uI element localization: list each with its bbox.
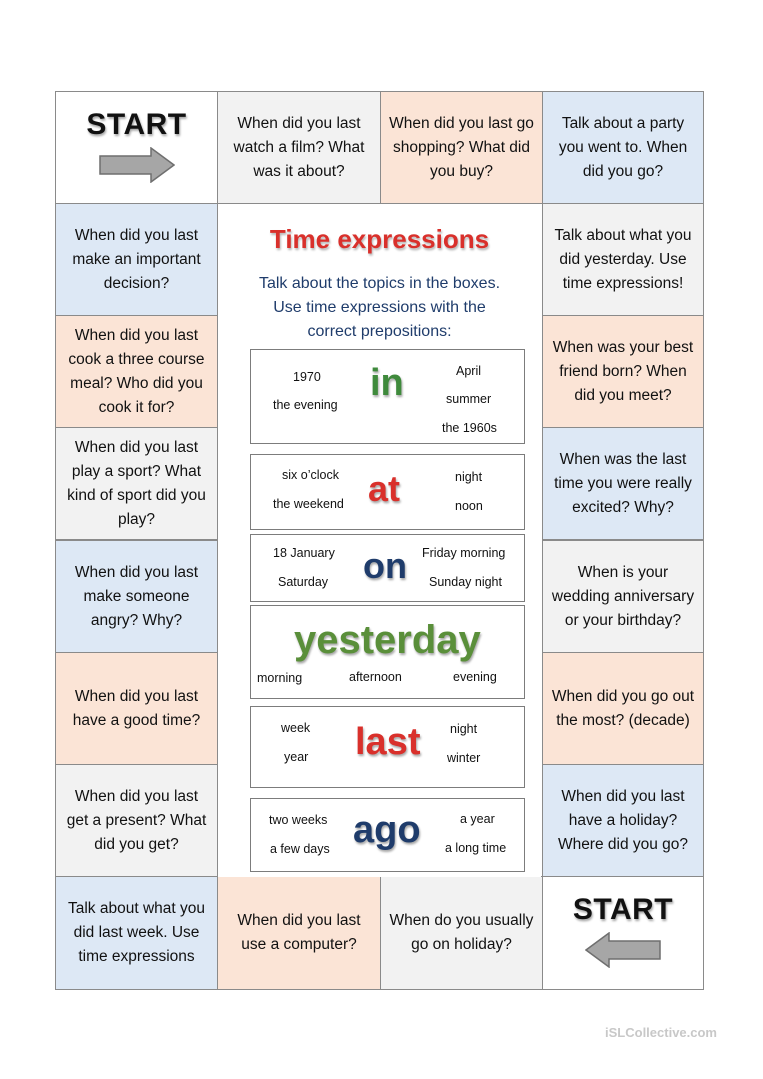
board-cell: Talk about what you did last week. Use time expressions (55, 876, 218, 990)
prep-box-yesterday (250, 605, 525, 699)
center-panel (218, 204, 541, 877)
example-text: 18 January (273, 546, 335, 560)
example-text: Saturday (278, 575, 329, 589)
board-cell: When did you last make an important decision? (55, 203, 218, 316)
game-board (55, 91, 704, 990)
board-cell: When did you go out the most? (decade) (542, 652, 704, 765)
board-cell: When is your wedding anniversary or your birthday? (542, 540, 704, 653)
example-text: a few days (270, 842, 330, 856)
example-text: Friday morning (422, 546, 506, 560)
board-cell: When did you last play a sport? What kind of sport did you play? (55, 427, 218, 540)
start-cell-bottom (542, 876, 704, 990)
start-label: START (86, 107, 187, 141)
prep-box-on (250, 534, 525, 602)
example-text: the evening (273, 398, 338, 412)
prep-box-last (250, 706, 525, 788)
example-text: six o’clock (282, 468, 339, 482)
instruction-line: Use time expressions with the (273, 299, 486, 316)
prep-box-at (250, 454, 525, 530)
board-cell: When was the last time you were really excited? Why? (542, 427, 704, 540)
board-cell: When did you last watch a film? What was it about? (217, 91, 381, 204)
example-text: year (284, 750, 309, 764)
panel-title: Time expressions (269, 224, 490, 254)
prep-box-in (250, 349, 525, 444)
example-text: evening (453, 670, 497, 684)
preposition-word: ago (353, 809, 421, 851)
preposition-word: at (368, 468, 401, 509)
instruction-line: Talk about the topics in the boxes. (258, 275, 501, 292)
preposition-word: last (355, 721, 421, 763)
example-text: night (450, 722, 478, 736)
board-cell: When was your best friend born? When did you meet? (542, 315, 704, 428)
example-text: the weekend (273, 497, 344, 511)
example-text: noon (455, 499, 483, 513)
arrow-left-icon (585, 932, 661, 968)
start-cell-top (55, 91, 218, 204)
example-text: the 1960s (442, 421, 497, 435)
board-cell: When do you usually go on holiday? (380, 876, 543, 990)
example-text: two weeks (269, 813, 328, 827)
arrow-right-icon (99, 147, 175, 183)
example-text: afternoon (349, 670, 402, 684)
example-text: Sunday night (429, 575, 502, 589)
start-label: START (572, 893, 674, 926)
board-cell: When did you last go shopping? What did you buy? (380, 91, 543, 204)
example-text: week (281, 721, 311, 735)
prep-box-ago (250, 798, 525, 872)
preposition-word: yesterday (294, 618, 481, 662)
board-cell: When did you last use a computer? (217, 876, 381, 990)
example-text: 1970 (293, 370, 321, 384)
board-cell: When did you last get a present? What did you get? (55, 764, 218, 877)
example-text: summer (446, 392, 492, 406)
panel-instructions (218, 272, 541, 344)
board-cell: When did you last have a holiday? Where did you go? (542, 764, 704, 877)
instruction-line: correct prepositions: (307, 323, 452, 340)
preposition-word: in (370, 362, 404, 404)
example-text: night (455, 470, 483, 484)
preposition-word: on (363, 545, 407, 586)
board-cell: Talk about a party you went to. When did you go? (542, 91, 704, 204)
example-text: April (456, 364, 482, 378)
watermark: iSLCollective.com (605, 1025, 717, 1040)
board-cell: When did you last cook a three course meal? Who did you cook it for? (55, 315, 218, 428)
example-text: morning (257, 671, 303, 685)
board-cell: Talk about what you did yesterday. Use time expressions! (542, 203, 704, 316)
board-cell: When did you last have a good time? (55, 652, 218, 765)
example-text: winter (447, 751, 481, 765)
example-text: a year (460, 812, 495, 826)
example-text: a long time (445, 841, 507, 855)
board-cell: When did you last make someone angry? Why? (55, 540, 218, 653)
